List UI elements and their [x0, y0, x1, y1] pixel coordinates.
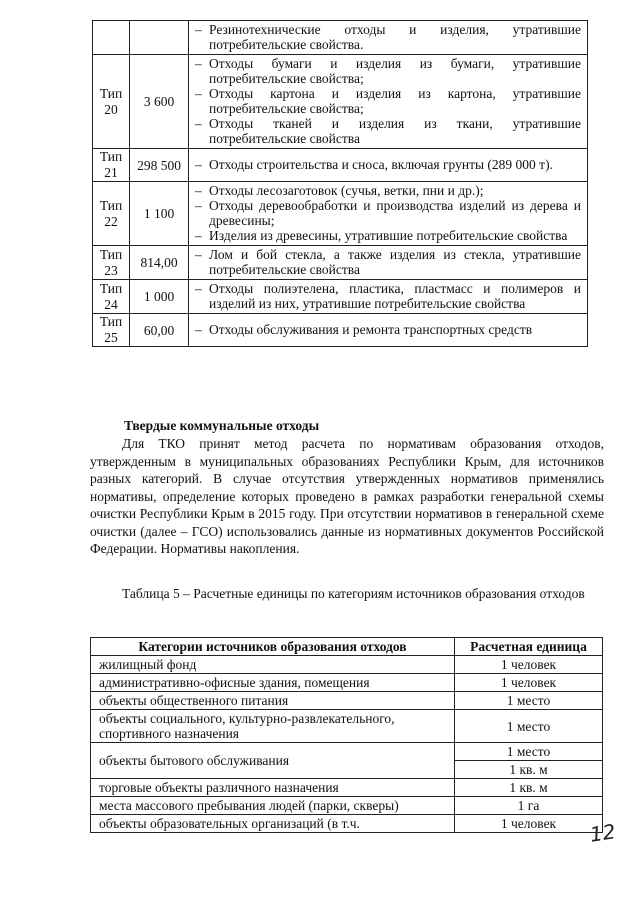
- waste-amount: 60,00: [130, 314, 189, 347]
- waste-item: [195, 228, 581, 243]
- waste-type-row: [93, 246, 588, 280]
- table5-unit: 1 га: [455, 797, 603, 815]
- waste-amount: [130, 21, 189, 55]
- waste-item-text: Отходы полиэтелена, пластика, пластмасс и полимеров и изделий из них, утратившие потребительские свойства: [209, 281, 581, 311]
- waste-item-text: Лом и бой стекла, а также изделия из стекла, утратившие потребительские свойства: [209, 247, 581, 277]
- table5-unit: 1 человек: [455, 656, 603, 674]
- bullet-dash: –: [195, 198, 202, 213]
- handwritten-page-number: 12: [588, 819, 617, 847]
- waste-item: [195, 86, 581, 116]
- waste-description: [189, 149, 588, 182]
- section-heading: Твердые коммунальные отходы: [124, 418, 320, 433]
- waste-item-text: Отходы деревообработки и производства изделий из дерева и древесины;: [209, 198, 581, 228]
- table5-row: [91, 779, 603, 797]
- waste-type-row: [93, 182, 588, 246]
- bullet-dash: –: [195, 56, 202, 71]
- waste-description: [189, 314, 588, 347]
- table5-unit: 1 человек: [455, 674, 603, 692]
- table5-category: административно-офисные здания, помещения: [91, 674, 455, 692]
- waste-item: [195, 281, 581, 311]
- waste-item-text: Отходы обслуживания и ремонта транспортных средств: [209, 322, 533, 337]
- table5-unit: 1 место: [455, 743, 603, 761]
- table5-row: [91, 710, 603, 743]
- waste-item: [195, 198, 581, 228]
- waste-item: [195, 183, 581, 198]
- waste-amount: 1 000: [130, 280, 189, 314]
- waste-item-text: Отходы тканей и изделия из ткани, утратившие потребительские свойства: [209, 116, 581, 146]
- waste-description: [189, 246, 588, 280]
- waste-item-text: Отходы бумаги и изделия из бумаги, утратившие потребительские свойства;: [209, 56, 581, 86]
- table5-category: торговые объекты различного назначения: [91, 779, 455, 797]
- waste-item-text: Отходы лесозаготовок (сучья, ветки, пни и др.);: [209, 183, 484, 198]
- waste-type-row: [93, 55, 588, 149]
- waste-type-code: Тип 22: [93, 182, 130, 246]
- table5-header-row: [91, 638, 603, 656]
- waste-amount: 298 500: [130, 149, 189, 182]
- waste-type-code: Тип 24: [93, 280, 130, 314]
- waste-amount: 814,00: [130, 246, 189, 280]
- waste-item-text: Изделия из древесины, утратившие потребительские свойства: [209, 228, 568, 243]
- table5-row: [91, 692, 603, 710]
- waste-type-code: Тип 23: [93, 246, 130, 280]
- waste-description: [189, 280, 588, 314]
- waste-item: [195, 116, 581, 146]
- table5-row: [91, 797, 603, 815]
- table5-unit: 1 человек: [455, 815, 603, 833]
- table5-category: жилищный фонд: [91, 656, 455, 674]
- waste-item-text: Отходы строительства и сноса, включая грунты (289 000 т).: [209, 157, 553, 172]
- bullet-dash: –: [195, 116, 202, 131]
- bullet-dash: –: [195, 228, 202, 243]
- table5-unit: 1 кв. м: [455, 779, 603, 797]
- bullet-dash: –: [195, 281, 202, 296]
- bullet-dash: –: [195, 183, 202, 198]
- bullet-dash: –: [195, 22, 202, 37]
- table5-unit: 1 место: [455, 710, 603, 743]
- waste-type-row: [93, 149, 588, 182]
- waste-item: [195, 322, 581, 337]
- table5-category: объекты социального, культурно-развлекательного, спортивного назначения: [91, 710, 455, 743]
- table5-header-category: Категории источников образования отходов: [91, 638, 455, 656]
- waste-type-code: [93, 21, 130, 55]
- waste-item: [195, 56, 581, 86]
- waste-type-code: Тип 21: [93, 149, 130, 182]
- table5-row: [91, 743, 603, 761]
- waste-type-row: [93, 280, 588, 314]
- table5-category: объекты образовательных организаций (в т.ч.: [91, 815, 455, 833]
- table5-unit: 1 место: [455, 692, 603, 710]
- table5: [90, 637, 603, 833]
- table5-category: объекты общественного питания: [91, 692, 455, 710]
- table5-category: места массового пребывания людей (парки, скверы): [91, 797, 455, 815]
- waste-amount: 3 600: [130, 55, 189, 149]
- table5-header-unit: Расчетная единица: [455, 638, 603, 656]
- bullet-dash: –: [195, 157, 202, 172]
- bullet-dash: –: [195, 247, 202, 262]
- table5-row: [91, 674, 603, 692]
- waste-description: [189, 55, 588, 149]
- waste-types-table: [92, 20, 588, 347]
- table5-unit: 1 кв. м: [455, 761, 603, 779]
- waste-description: [189, 182, 588, 246]
- waste-item-text: Отходы картона и изделия из картона, утратившие потребительские свойства;: [209, 86, 581, 116]
- table5-category: объекты бытового обслуживания: [91, 743, 455, 779]
- waste-type-row: [93, 21, 588, 55]
- table5-row: [91, 656, 603, 674]
- waste-item-text: Резинотехнические отходы и изделия, утратившие потребительские свойства.: [209, 22, 581, 52]
- table5-caption: Таблица 5 – Расчетные единицы по категориям источников образования отходов: [122, 586, 585, 601]
- waste-type-row: [93, 314, 588, 347]
- section-paragraph: Для ТКО принят метод расчета по нормативам образования отходов, утвержденным в муниципальных образованиях Республики Крым, для источников разных категорий. В случае отсутствия утвержденных нормативов применялись нормативы, определение которых проведено в рамках разработки генеральной схемы очистки Республики Крым в 2015 году. При отсутствии нормативов в генеральной схеме очистки (далее – ГСО) использовались данные из нормативных документов Российской Федерации. Нормативы накопления.: [90, 436, 604, 556]
- waste-amount: 1 100: [130, 182, 189, 246]
- bullet-dash: –: [195, 86, 202, 101]
- waste-item: [195, 157, 581, 172]
- waste-type-code: Тип 25: [93, 314, 130, 347]
- waste-item: [195, 247, 581, 277]
- table5-row: [91, 815, 603, 833]
- waste-type-code: Тип 20: [93, 55, 130, 149]
- bullet-dash: –: [195, 322, 202, 337]
- waste-description: [189, 21, 588, 55]
- waste-item: [195, 22, 581, 52]
